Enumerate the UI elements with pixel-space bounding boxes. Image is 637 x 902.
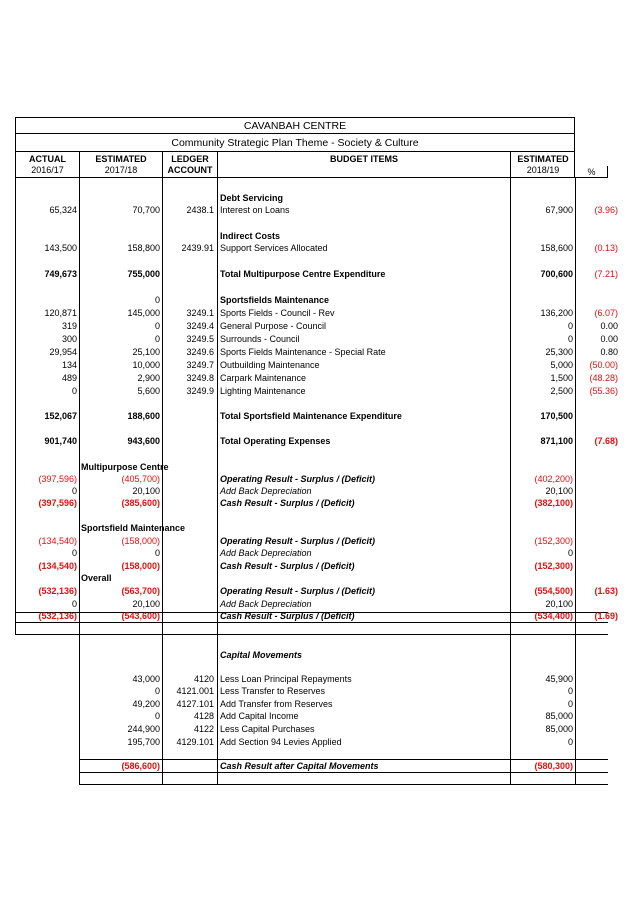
cell-percent: (1.69): [594, 611, 618, 621]
cell-estimated-2: 170,500: [540, 411, 573, 421]
cell-estimated-2: 20,100: [545, 486, 573, 496]
cell-estimated: (158,000): [121, 561, 160, 571]
cell-actual: (532,136): [38, 586, 77, 596]
cell-item-total: Total Sportsfield Maintenance Expenditure: [220, 411, 402, 421]
cell-estimated: 244,900: [127, 724, 160, 734]
cell-estimated-2: 0: [567, 548, 573, 558]
cell-item: Cash Result - Surplus / (Deficit): [220, 611, 355, 621]
cell-estimated-2: (382,100): [534, 498, 573, 508]
col-header-ledger: LEDGER: [171, 154, 209, 164]
col-header-budget-items: BUDGET ITEMS: [329, 154, 398, 164]
cell-estimated: 0: [154, 548, 160, 558]
cell-estimated-2: 85,000: [545, 711, 573, 721]
cell-actual: 152,067: [44, 411, 77, 421]
cell-item: Outbuilding Maintenance: [220, 360, 320, 370]
frame-line: [79, 784, 608, 785]
cell-item: Add Back Depreciation: [220, 486, 312, 496]
frame-line: [15, 133, 575, 134]
cell-estimated-2: 136,200: [540, 308, 573, 318]
capital-heading: Capital Movements: [220, 650, 303, 660]
cell-estimated: 70,700: [132, 205, 160, 215]
cell-estimated-2: 700,600: [540, 269, 573, 279]
cell-item: Carpark Maintenance: [220, 373, 307, 383]
cell-estimated: 25,100: [132, 347, 160, 357]
cell-estimated: (586,600): [121, 761, 160, 771]
cell-percent: 0.00: [600, 334, 618, 344]
cell-ledger: 3249.7: [186, 360, 214, 370]
cell-item: Operating Result - Surplus / (Deficit): [220, 474, 376, 484]
results-group-label: Sportsfield Maintenance: [81, 523, 186, 533]
cell-item: Add Capital Income: [220, 711, 299, 721]
cell-estimated-2: (152,300): [534, 561, 573, 571]
cell-percent: (7.21): [594, 269, 618, 279]
cell-estimated: 145,000: [127, 308, 160, 318]
cell-estimated-2: 67,900: [545, 205, 573, 215]
cell-estimated-2: 25,300: [545, 347, 573, 357]
col-header-account: ACCOUNT: [167, 165, 213, 175]
cell-actual: 901,740: [44, 436, 77, 446]
cell-actual: 300: [61, 334, 77, 344]
cell-estimated-2: 5,000: [550, 360, 573, 370]
results-group-label: Overall: [81, 573, 112, 583]
cell-estimated-2: 0: [567, 686, 573, 696]
cell-percent: (50.00): [589, 360, 618, 370]
frame-line: [15, 117, 575, 118]
cell-item: Operating Result - Surplus / (Deficit): [220, 536, 376, 546]
cell-percent: (3.96): [594, 205, 618, 215]
cell-item: Interest on Loans: [220, 205, 290, 215]
cell-estimated-2: 85,000: [545, 724, 573, 734]
cell-percent: (55.36): [589, 386, 618, 396]
cell-actual: 0: [71, 599, 77, 609]
cell-estimated: 755,000: [127, 269, 160, 279]
cell-item: Add Back Depreciation: [220, 599, 312, 609]
cell-item-total: Cash Result after Capital Movements: [220, 761, 379, 771]
cell-percent: (1.63): [594, 586, 618, 596]
cell-ledger: 2439.91: [181, 243, 214, 253]
cell-estimated-2: 871,100: [540, 436, 573, 446]
cell-estimated-2: 20,100: [545, 599, 573, 609]
col-header-estimated: ESTIMATED: [95, 154, 147, 164]
cell-actual: 0: [71, 386, 77, 396]
cell-estimated: 943,600: [127, 436, 160, 446]
section-heading: Indirect Costs: [220, 231, 281, 241]
cell-item: Support Services Allocated: [220, 243, 328, 253]
cell-estimated: 158,800: [127, 243, 160, 253]
col-header-estimated-2: ESTIMATED: [517, 154, 569, 164]
cell-ledger: 4129.101: [176, 737, 214, 747]
cell-estimated: (385,600): [121, 498, 160, 508]
cell-actual: 134: [61, 360, 77, 370]
cell-item: General Purpose - Council: [220, 321, 327, 331]
col-header-estimated-year: 2017/18: [104, 165, 138, 175]
cell-item: Less Capital Purchases: [220, 724, 315, 734]
cell-estimated: 0: [154, 334, 160, 344]
cell-ledger: 4128: [193, 711, 214, 721]
cell-actual: 489: [61, 373, 77, 383]
cell-estimated: 0: [154, 321, 160, 331]
cell-actual: 143,500: [44, 243, 77, 253]
cell-ledger: 4120: [193, 674, 214, 684]
cell-ledger: 4122: [193, 724, 214, 734]
cell-percent: (7.68): [594, 436, 618, 446]
cell-estimated-2: 1,500: [550, 373, 573, 383]
cell-actual: (397,596): [38, 498, 77, 508]
cell-estimated: 43,000: [132, 674, 160, 684]
cell-percent: 0.80: [600, 347, 618, 357]
cell-actual: (134,540): [38, 561, 77, 571]
cell-estimated: 0: [154, 686, 160, 696]
cell-actual: 120,871: [44, 308, 77, 318]
cell-estimated: 49,200: [132, 699, 160, 709]
cell-item: Cash Result - Surplus / (Deficit): [220, 561, 355, 571]
cell-estimated-2: (402,200): [534, 474, 573, 484]
cell-actual: (532,136): [38, 611, 77, 621]
cell-estimated: (158,000): [121, 536, 160, 546]
cell-item: Add Back Depreciation: [220, 548, 312, 558]
cell-estimated-2: 2,500: [550, 386, 573, 396]
cell-ledger: 3249.8: [186, 373, 214, 383]
frame-line: [15, 151, 575, 152]
cell-percent: (48.28): [589, 373, 618, 383]
cell-item: Operating Result - Surplus / (Deficit): [220, 586, 376, 596]
cell-estimated-2: 158,600: [540, 243, 573, 253]
cell-estimated-2: (554,500): [534, 586, 573, 596]
cell-estimated: (543,600): [121, 611, 160, 621]
cell-actual: 319: [61, 321, 77, 331]
section-heading: Sportsfields Maintenance: [220, 295, 330, 305]
cell-estimated: 10,000: [132, 360, 160, 370]
page-subtitle: Community Strategic Plan Theme - Society & Culture: [171, 137, 419, 149]
cell-estimated-2: (534,400): [534, 611, 573, 621]
cell-item: Lighting Maintenance: [220, 386, 306, 396]
cell-ledger: 4127.101: [176, 699, 214, 709]
cell-item: Less Transfer to Reserves: [220, 686, 326, 696]
cell-ledger: 3249.4: [186, 321, 214, 331]
cell-item: Add Section 94 Levies Applied: [220, 737, 342, 747]
cell-estimated-2: 0: [567, 321, 573, 331]
cell-estimated: 195,700: [127, 737, 160, 747]
cell-item-total: Total Operating Expenses: [220, 436, 331, 446]
cell-item: Sports Fields - Council - Rev: [220, 308, 335, 318]
cell-item: Cash Result - Surplus / (Deficit): [220, 498, 355, 508]
results-group-label: Multipurpose Centre: [81, 462, 169, 472]
cell-estimated: 0: [154, 711, 160, 721]
col-header-actual-year: 2016/17: [31, 165, 64, 175]
frame-line: [79, 772, 608, 773]
cell-ledger: 2438.1: [186, 205, 214, 215]
cell-ledger: 3249.1: [186, 308, 214, 318]
cell-actual: 0: [71, 548, 77, 558]
frame-line: [79, 759, 608, 760]
page-title: CAVANBAH CENTRE: [243, 120, 347, 132]
cell-estimated: 2,900: [137, 373, 160, 383]
col-header-percent: %: [587, 167, 596, 177]
frame-line: [15, 622, 608, 623]
cell-estimated-2: 45,900: [545, 674, 573, 684]
cell-estimated-2: 0: [567, 699, 573, 709]
frame-line: [217, 151, 218, 784]
cell-item: Sports Fields Maintenance - Special Rate: [220, 347, 386, 357]
cell-item: Surrounds - Council: [220, 334, 300, 344]
cell-estimated: 20,100: [132, 599, 160, 609]
cell-actual: (397,596): [38, 474, 77, 484]
cell-estimated-2: (580,300): [534, 761, 573, 771]
section-heading: Debt Servicing: [220, 193, 284, 203]
cell-estimated-2: 0: [567, 737, 573, 747]
cell-item: Add Transfer from Reserves: [220, 699, 333, 709]
col-header-estimated-2-year: 2018/19: [526, 165, 560, 175]
cell-estimated-2: 0: [567, 334, 573, 344]
cell-item: Less Loan Principal Repayments: [220, 674, 352, 684]
frame-line: [15, 177, 608, 178]
cell-estimated-2: (152,300): [534, 536, 573, 546]
frame-line: [15, 634, 608, 635]
cell-percent: 0.00: [600, 321, 618, 331]
cell-actual: 65,324: [49, 205, 77, 215]
cell-percent: (0.13): [594, 243, 618, 253]
cell-actual: 29,954: [49, 347, 77, 357]
cell-actual: 749,673: [44, 269, 77, 279]
cell-estimated: 20,100: [132, 486, 160, 496]
col-header-actual: ACTUAL: [29, 154, 66, 164]
frame-line: [607, 166, 608, 178]
cell-actual: 0: [71, 486, 77, 496]
cell-estimated: (563,700): [121, 586, 160, 596]
cell-percent: (6.07): [594, 308, 618, 318]
cell-ledger: 3249.9: [186, 386, 214, 396]
cell-estimated: 188,600: [127, 411, 160, 421]
cell-ledger: 3249.5: [186, 334, 214, 344]
cell-ledger: 3249.6: [186, 347, 214, 357]
cell-estimated: (405,700): [121, 474, 160, 484]
cell-estimated: 5,600: [137, 386, 160, 396]
cell-ledger: 4121.001: [176, 686, 214, 696]
cell-actual: (134,540): [38, 536, 77, 546]
cell-item-total: Total Multipurpose Centre Expenditure: [220, 269, 386, 279]
cell-estimated: 0: [154, 295, 160, 305]
